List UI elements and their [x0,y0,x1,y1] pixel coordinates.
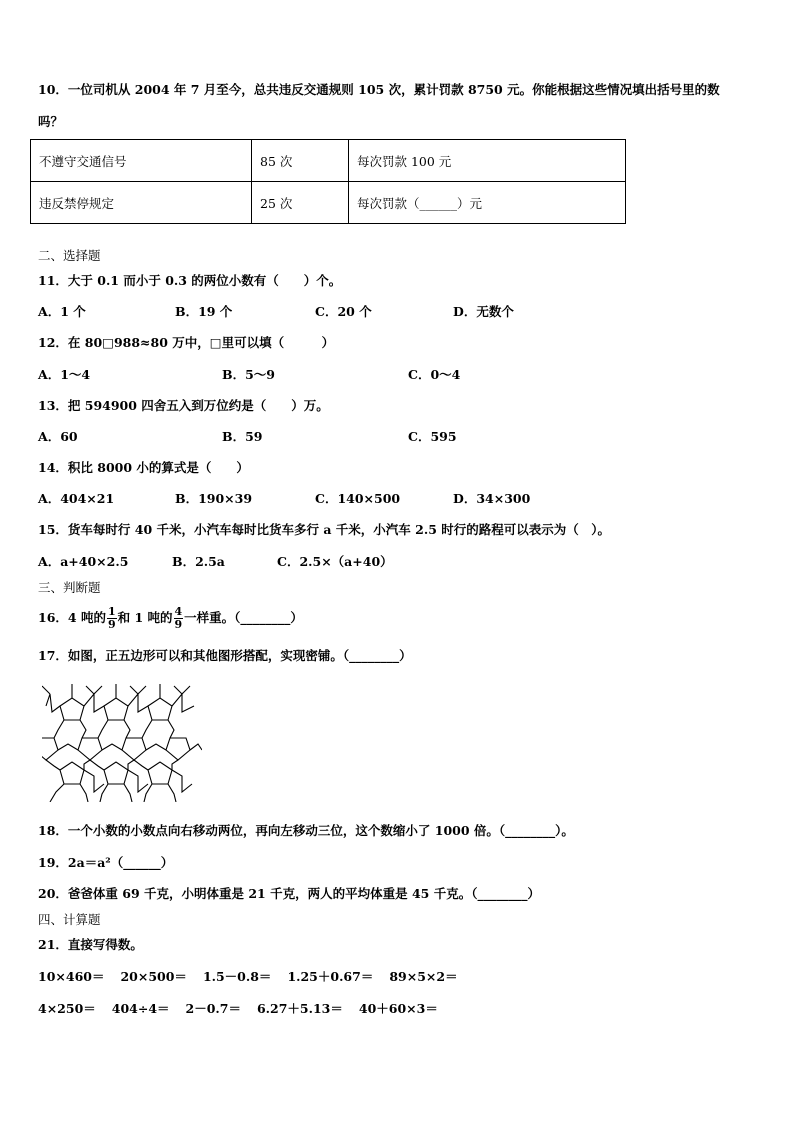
q10-line1: 10．一位司机从 2004 年 7 月至今，总共违反交通规则 105 次，累计罚款 8750 元。你能根据这些情况填出括号里的数 [38,82,720,97]
calc-item: 4×250＝ [38,1001,96,1016]
calc-item: 1.5－0.8＝ [202,969,272,984]
q13-option-b: B．59 [222,429,263,444]
table-row [31,182,626,224]
q14-option-a: A．404×21 [38,491,115,506]
q18-text: 18．一个小数的小数点向右移动两位，再向左移动三位，这个数缩小了 1000 倍。（________）。 [38,823,574,838]
calc-item: 2－0.7＝ [185,1001,241,1016]
q14-option-b: B．190×39 [175,491,253,506]
fraction-four-ninths [174,606,184,631]
table-cell: 每次罚款 100 元 [349,140,626,182]
q21-row1 [38,969,474,985]
q10-line2: 吗？ [38,114,64,129]
calc-item: 20×500＝ [120,969,187,984]
table-cell: 25 次 [252,182,349,224]
q15-text: 15．货车每时行 40 千米，小汽车每时比货车多行 a 千米，小汽车 2.5 时行的路程可以表示为（ ）。 [38,522,610,537]
q11-option-c: C．20 个 [315,304,372,319]
q13-option-a: A．60 [38,429,78,444]
q10-table [30,139,626,224]
q15-option-a: A．a+40×2.5 [38,554,129,569]
section-heading-calc: 四、计算题 [38,912,101,927]
q12-option-b: B．5～9 [222,367,275,382]
q12-option-a: A．1～4 [38,367,91,382]
q16-prefix: 16．4 吨的 [38,610,106,625]
pentagon-tiling-figure [42,684,202,802]
calc-item: 40＋60×3＝ [358,1001,438,1016]
q15-option-c: C．2.5×（a+40） [277,554,393,569]
q17-text: 17．如图，正五边形可以和其他图形搭配，实现密铺。（________） [38,648,412,663]
calc-item: 10×460＝ [38,969,105,984]
q14-option-c: C．140×500 [315,491,401,506]
q21-text: 21．直接写得数。 [38,937,143,952]
table-row [31,140,626,182]
q11-option-d: D．无数个 [453,304,514,319]
fraction-denominator: 9 [107,618,116,631]
q13-option-c: C．595 [408,429,457,444]
q12-text: 12．在 80□988≈80 万中，□里可以填（ ） [38,335,335,350]
q11-option-b: B．19 个 [175,304,233,319]
q14-option-d: D．34×300 [453,491,531,506]
q11-option-a: A．1 个 [38,304,86,319]
fraction-numerator: 4 [174,605,183,618]
table-cell: 每次罚款（______）元 [349,182,626,224]
q16-suffix: 一样重。（________） [184,610,303,625]
q12-option-c: C．0～4 [408,367,461,382]
q11-text: 11．大于 0.1 而小于 0.3 的两位小数有（ ）个。 [38,273,342,288]
q19-text: 19．2a＝a²（______） [38,855,174,870]
q16-mid: 和 1 吨的 [117,610,173,625]
table-cell: 违反禁停规定 [31,182,252,224]
q14-text: 14．积比 8000 小的算式是（ ） [38,460,249,475]
calc-item: 6.27＋5.13＝ [256,1001,343,1016]
q20-text: 20．爸爸体重 69 千克，小明体重是 21 千克，两人的平均体重是 45 千克。（________） [38,886,540,901]
calc-item: 1.25＋0.67＝ [287,969,374,984]
table-cell: 不遵守交通信号 [31,140,252,182]
fraction-denominator: 9 [174,618,183,631]
table-cell: 85 次 [252,140,349,182]
fraction-one-ninth [107,606,117,631]
section-heading-choice: 二、选择题 [38,248,101,263]
q16-text [38,604,303,632]
fraction-numerator: 1 [107,605,116,618]
calc-item: 89×5×2＝ [389,969,458,984]
calc-item: 404÷4＝ [111,1001,170,1016]
q21-row2 [38,1001,454,1017]
q15-option-b: B．2.5a [172,554,225,569]
q13-text: 13．把 594900 四舍五入到万位约是（ ）万。 [38,398,329,413]
section-heading-judge: 三、判断题 [38,580,101,595]
